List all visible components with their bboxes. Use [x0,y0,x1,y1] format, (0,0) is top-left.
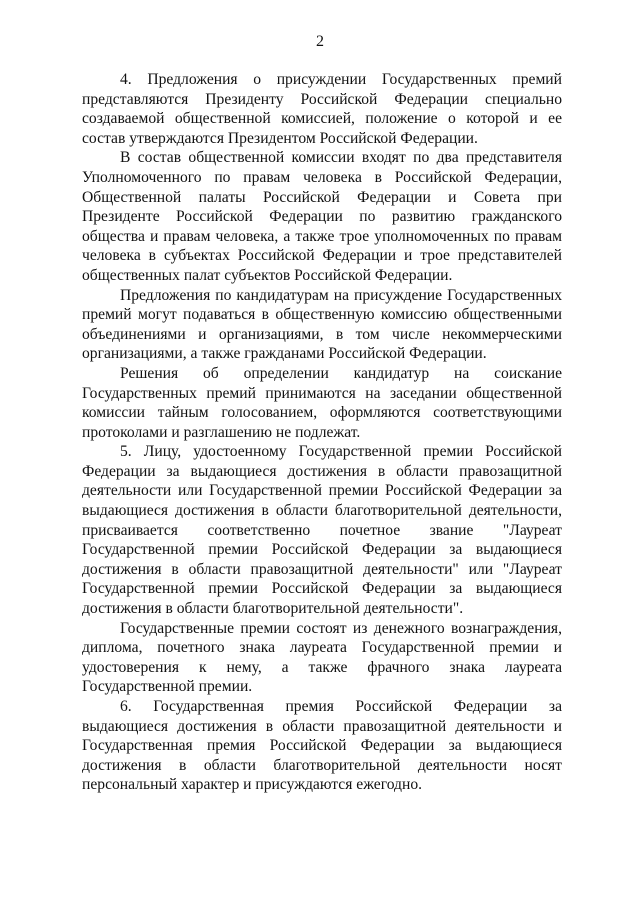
paragraph-candidate-proposals: Предложения по кандидатурам на присуждение Государственных премий могут подаваться в общественную комиссию общественными объединениями и организациями, в том числе некоммерческими организациями, а также гражданами Российской Федерации. [82,286,562,363]
page-number: 2 [316,33,324,50]
paragraph-prize-components: Государственные премии состоят из денежного вознаграждения, диплома, почетного знака лауреата Государственной премии и удостоверения к нему, а также фрачного знака лауреата Государственной премии. [82,619,562,696]
paragraph-commission-decisions: Решения об определении кандидатур на соискание Государственных премий принимаются на заседании общественной комиссии тайным голосованием, оформляются соответствующими протоколами и разглашению не подлежат. [82,364,562,441]
paragraph-proposals-submission: 4. Предложения о присуждении Государственных премий представляются Президенту Российской Федерации специально создаваемой общественной комиссией, положение о которой и ее состав утверждаются Президентом Российской Федерации. [82,71,562,147]
paragraph-laureate-title: 5. Лицу, удостоенному Государственной премии Российской Федерации за выдающиеся достижения в области правозащитной деятельности или Государственной премии Российской Федерации за выдающиеся достижения в области благотворительной деятельности, присваивается соответственно почетное звание "Лауреат Государственной премии Российской Федерации за выдающиеся достижения в области правозащитной деятельности" или "Лауреат Государственной премии Российской Федерации за выдающиеся достижения в области благотворительной деятельности". [82,443,562,618]
paragraph-prize-annual: 6. Государственная премия Российской Федерации за выдающиеся достижения в области правозащитной деятельности и Государственная премия Российской Федерации за выдающиеся достижения в области благотворительной деятельности носят персональный характер и присуждаются ежегодно. [82,698,562,794]
document-body [82,70,562,795]
paragraph-commission-composition: В состав общественной комиссии входят по два представителя Уполномоченного по правам человека в Российской Федерации, Общественной палаты Российской Федерации и Совета при Президенте Российской Федерации по развитию гражданского общества и правам человека, а также трое уполномоченных по правам человека в субъектах Российской Федерации и трое представителей общественных палат субъектов Российской Федерации. [82,149,562,284]
